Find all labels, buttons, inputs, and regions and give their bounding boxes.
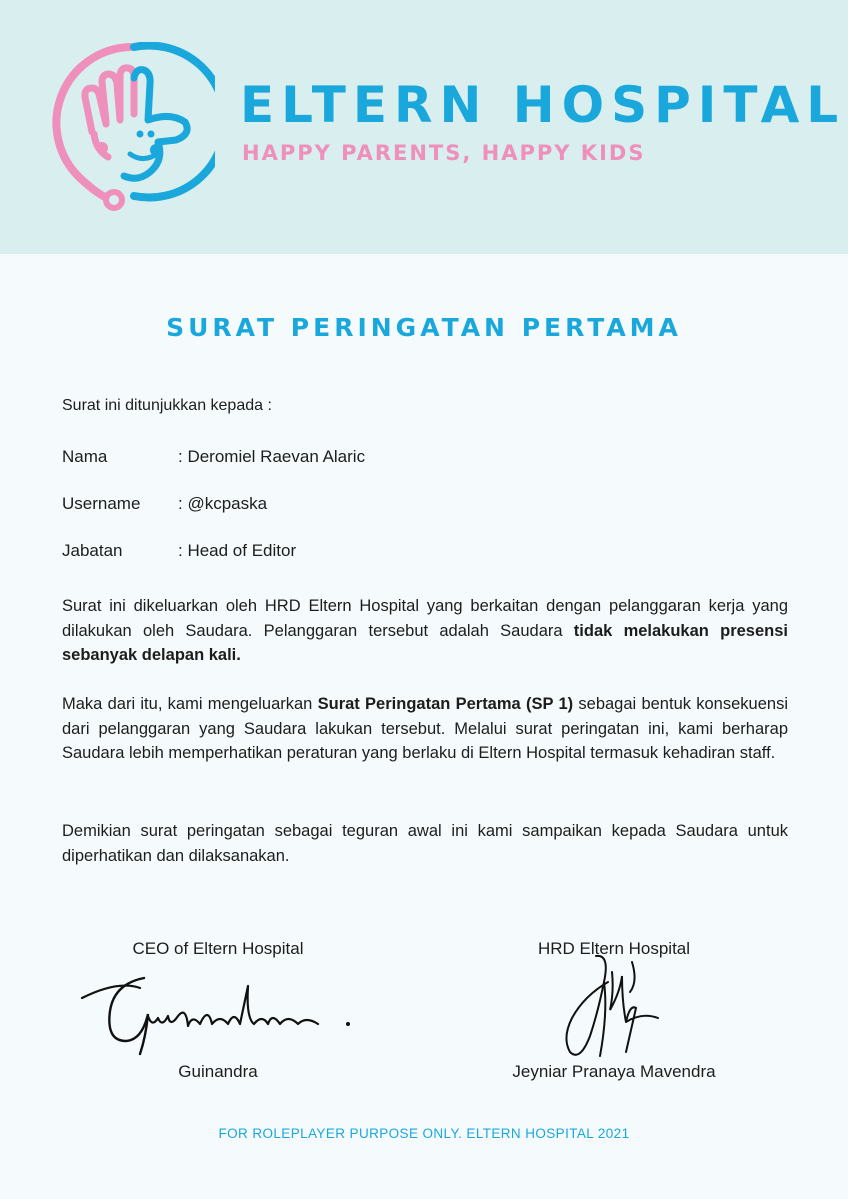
paragraph-violation — [62, 594, 788, 668]
paragraph-bold-text: Surat Peringatan Pertama (SP 1) — [317, 695, 574, 713]
paragraph-closing: Demikian surat peringatan sebagai teguran awal ini kami sampaikan kepada Saudara untuk diperhatikan dan dilaksanakan. — [62, 822, 788, 865]
field-value: : @kcpaska — [178, 494, 268, 513]
field-label: Nama — [62, 447, 108, 466]
field-value: : Head of Editor — [178, 541, 297, 560]
field-row-nama — [62, 447, 365, 467]
paragraph-text: Surat ini dikeluarkan oleh HRD Eltern Hospital yang berkaitan dengan pelanggaran kerja yang dilakukan oleh Saudara. Pelanggaran tersebut adalah Saudara — [62, 597, 788, 640]
paragraph-text: Maka dari itu, kami mengeluarkan — [62, 695, 318, 713]
paragraph-bold-text: tidak melakukan presensi sebanyak delapan kali. — [62, 621, 788, 664]
field-row-username — [62, 494, 267, 514]
hospital-name: ELTERN HOSPITAL — [240, 76, 846, 134]
signature-ceo-image — [78, 966, 363, 1061]
paragraph-text: sebagai bentuk konsekuensi dari pelanggaran yang Saudara lakukan tersebut. Melalui surat peringatan ini, kami berharap Saudara lebih memperhatikan peraturan yang berlaku di Eltern Hospital termasuk kehadiran staff. — [62, 695, 788, 762]
paragraph-sanction — [62, 692, 788, 766]
signatory-name: Jeyniar Pranaya Mavendra — [512, 1062, 716, 1081]
footer-disclaimer: FOR ROLEPLAYER PURPOSE ONLY. ELTERN HOSPITAL 2021 — [218, 1126, 630, 1141]
letter-intro: Surat ini ditunjukkan kepada : — [62, 397, 272, 414]
field-row-jabatan — [62, 541, 296, 561]
field-value: : Deromiel Raevan Alaric — [178, 447, 366, 466]
letterhead — [0, 0, 848, 254]
hospital-tagline: HAPPY PARENTS, HAPPY KIDS — [242, 141, 646, 165]
field-label: Jabatan — [62, 541, 123, 560]
signatory-name: Guinandra — [178, 1062, 258, 1081]
hand-stethoscope-logo-icon — [50, 42, 215, 212]
field-label: Username — [62, 494, 141, 513]
signature-role: CEO of Eltern Hospital — [132, 939, 304, 958]
signature-hrd-image — [560, 952, 670, 1072]
signature-role: HRD Eltern Hospital — [537, 939, 691, 958]
letter-title: SURAT PERINGATAN PERTAMA — [166, 313, 682, 342]
